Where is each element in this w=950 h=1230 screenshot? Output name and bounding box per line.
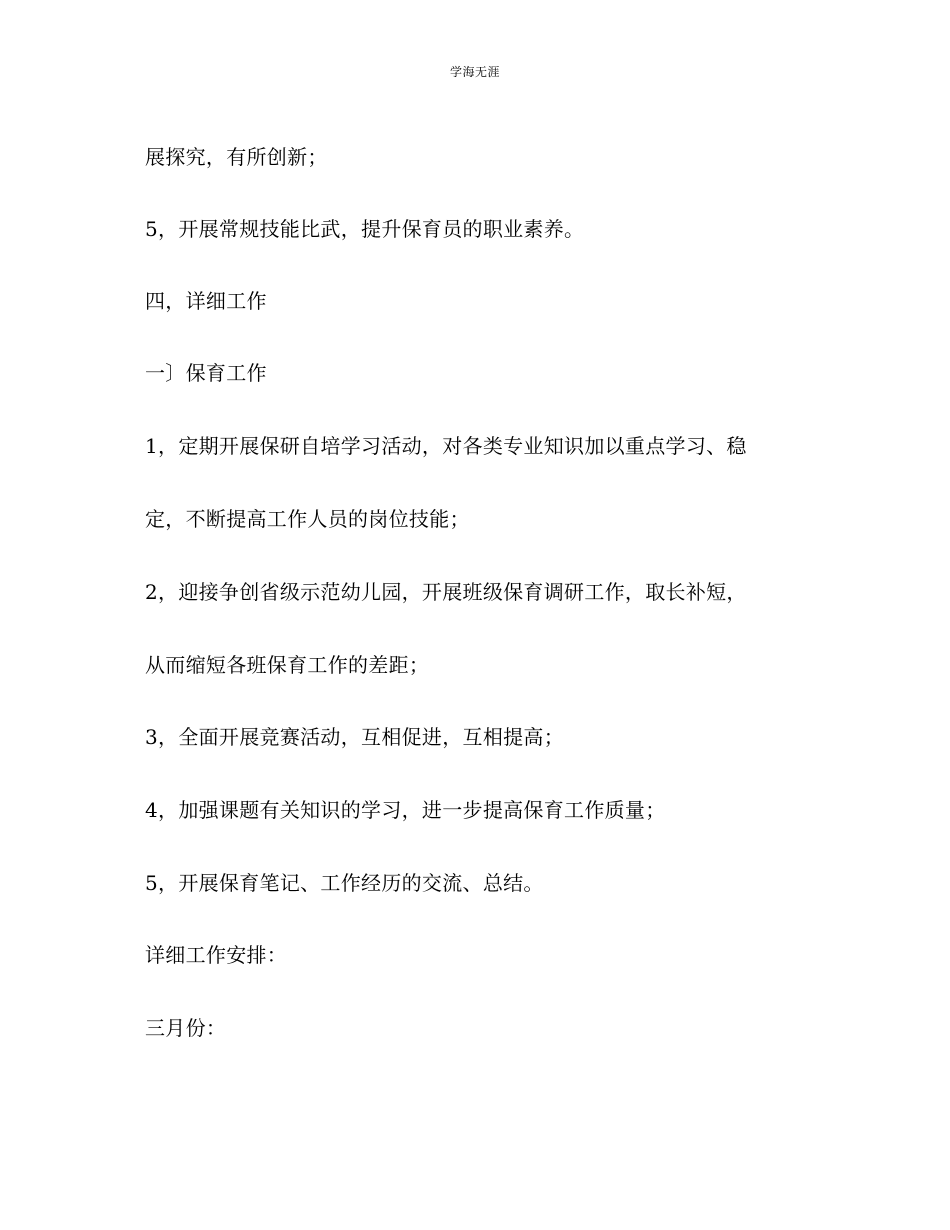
- text-line-13: 三月份：: [145, 1016, 227, 1040]
- text-line-10: 4，加强课题有关知识的学习，进一步提高保育工作质量；: [145, 798, 666, 822]
- text-line-11: 5，开展保育笔记、工作经历的交流、总结。: [145, 871, 544, 895]
- page-header: 学海无涯: [449, 65, 500, 79]
- text-line-7: 2，迎接争创省级示范幼儿园，开展班级保育调研工作，取长补短，: [145, 580, 747, 604]
- text-line-6: 定，不断提高工作人员的岗位技能；: [145, 507, 470, 531]
- subsection-heading: 一〕保育工作: [145, 361, 267, 385]
- text-line-8: 从而缩短各班保育工作的差距；: [145, 653, 430, 677]
- section-heading: 四，详细工作: [145, 289, 267, 313]
- text-line-5: 1，定期开展保研自培学习活动，对各类专业知识加以重点学习、稳: [145, 434, 747, 458]
- text-line-9: 3，全面开展竞赛活动，互相促进，互相提高；: [145, 725, 565, 749]
- text-line-1: 展探究，有所创新；: [145, 145, 328, 169]
- text-line-12: 详细工作安排：: [145, 943, 288, 967]
- text-line-2: 5，开展常规技能比武，提升保育员的职业素养。: [145, 217, 585, 241]
